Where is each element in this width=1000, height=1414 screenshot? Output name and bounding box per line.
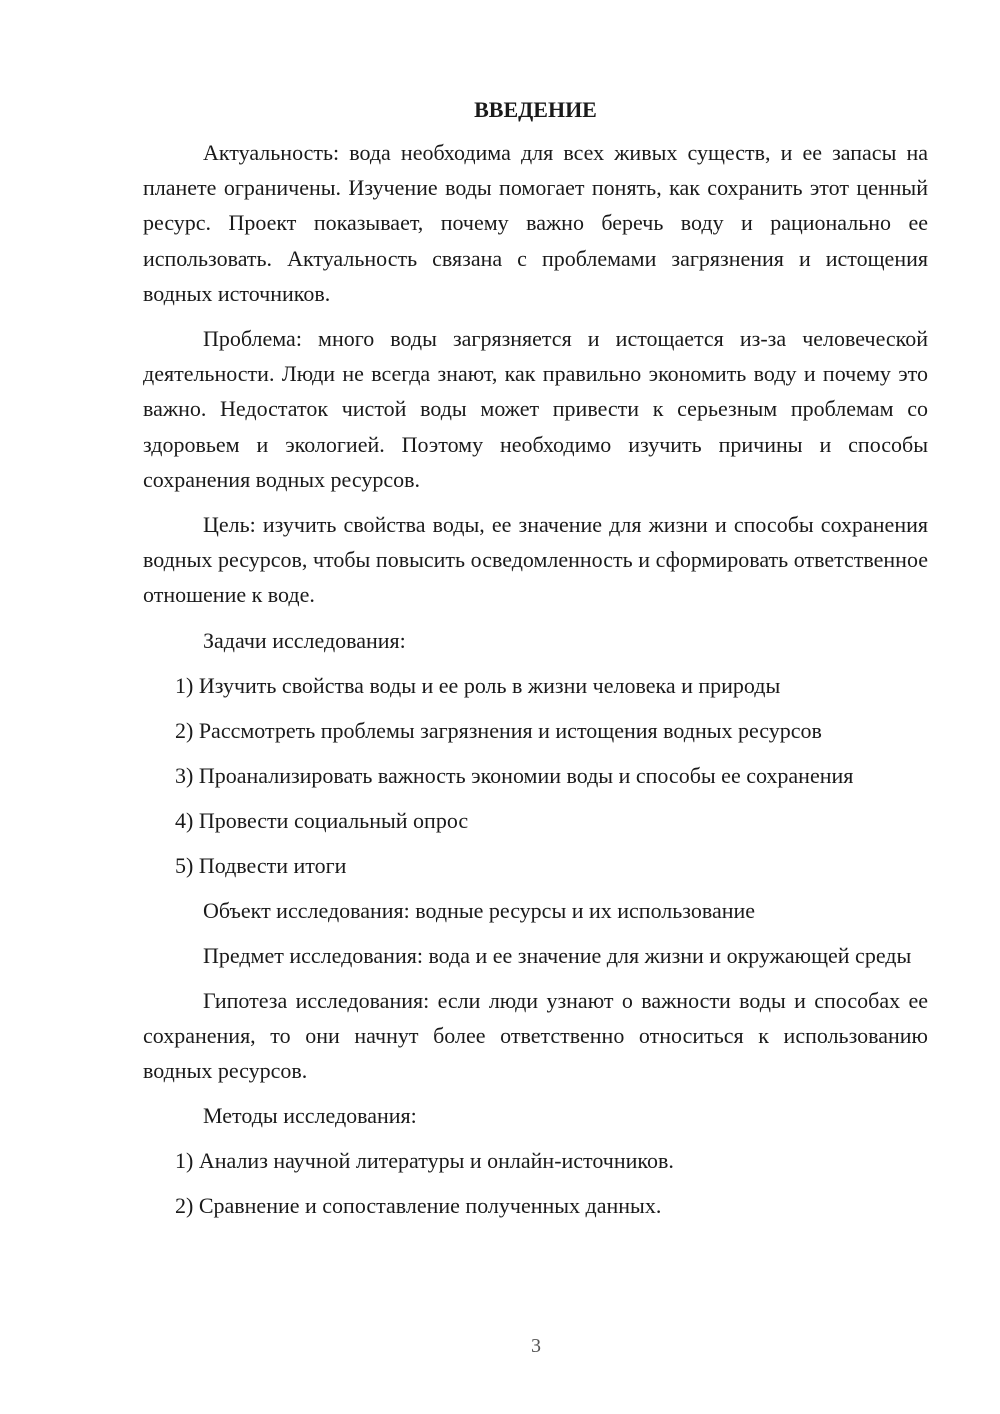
subject-paragraph: Предмет исследования: вода и ее значение для жизни и окружающей среды (203, 942, 912, 968)
goal-paragraph: Цель: изучить свойства воды, ее значение для жизни и способы сохранения водных ресурсов, чтобы повысить осведомленность и сформировать ответственное отношение к воде. (143, 512, 928, 608)
relevance-paragraph: Актуальность: вода необходима для всех живых существ, и ее запасы на планете ограничены. Изучение воды помогает понять, как сохранить этот ценный ресурс. Проект показывает, почему важно беречь воду и рационально ее использовать. Актуальность связана с проблемами загрязнения и истощения водных источников. (143, 140, 928, 306)
task-item-1: 1) Изучить свойства воды и ее роль в жизни человека и природы (175, 672, 781, 698)
section-title: ВВЕДЕНИЕ (474, 97, 597, 122)
task-item-3: 3) Проанализировать важность экономии воды и способы ее сохранения (175, 762, 854, 788)
hypothesis-paragraph: Гипотеза исследования: если люди узнают о важности воды и способах ее сохранения, то они начнут более ответственно относиться к использованию водных ресурсов. (143, 987, 928, 1084)
page-content (143, 92, 928, 1233)
page-number: 3 (531, 1335, 541, 1357)
tasks-heading: Задачи исследования: (203, 627, 406, 653)
method-item-2: 2) Сравнение и сопоставление полученных данных. (175, 1193, 662, 1219)
task-item-5: 5) Подвести итоги (175, 852, 347, 878)
method-item-1: 1) Анализ научной литературы и онлайн-источников. (175, 1148, 674, 1174)
task-item-2: 2) Рассмотреть проблемы загрязнения и истощения водных ресурсов (175, 717, 822, 743)
methods-heading: Методы исследования: (203, 1103, 417, 1129)
object-paragraph: Объект исследования: водные ресурсы и их использование (203, 897, 756, 923)
problem-paragraph: Проблема: много воды загрязняется и истощается из-за человеческой деятельности. Люди не всегда знают, как правильно экономить воду и почему это важно. Недостаток чистой воды может привести к серьезным проблемам со здоровьем и экологией. Поэтому необходимо изучить причины и способы сохранения водных ресурсов. (143, 326, 928, 492)
task-item-4: 4) Провести социальный опрос (175, 807, 469, 833)
